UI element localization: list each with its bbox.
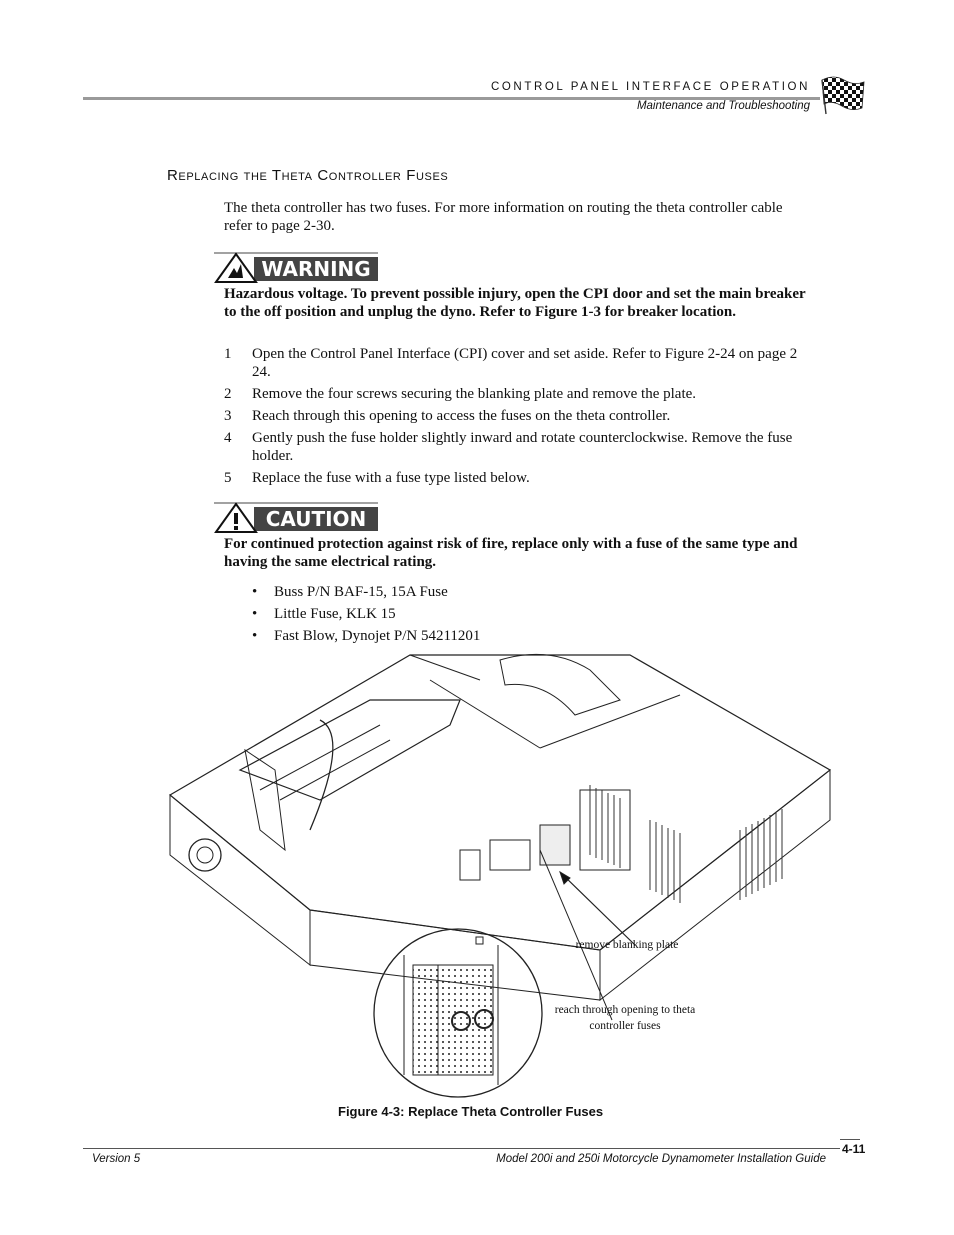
- list-item: 1 Open the Control Panel Interface (CPI) cover and set aside. Refer to Figure 2-24 on page 2 24.: [224, 346, 798, 380]
- intro-paragraph: The theta controller has two fuses. For more information on routing the theta controller cable refer to page 2-30.: [224, 200, 783, 234]
- page-number: 4-11: [842, 1142, 866, 1156]
- list-item: 5 Replace the fuse with a fuse type listed below.: [224, 470, 530, 486]
- callout-reach-through-opening: reach through opening to theta controller fuses: [554, 1004, 696, 1032]
- list-item: 4 Gently push the fuse holder slightly inward and rotate counterclockwise. Remove the fuse holder.: [224, 430, 793, 464]
- caution-text: For continued protection against risk of fire, replace only with a fuse of the same type and having the same electrical rating.: [224, 536, 798, 570]
- running-header-subtitle: Maintenance and Troubleshooting: [636, 100, 810, 112]
- figure-caption: Figure 4-3: Replace Theta Controller Fuses: [338, 1104, 604, 1119]
- callout-remove-blanking-plate: remove blanking plate: [575, 939, 679, 951]
- list-item: 2 Remove the four screws securing the blanking plate and remove the plate.: [224, 386, 697, 402]
- section-title: Replacing the Theta Controller Fuses: [167, 167, 449, 184]
- svg-text:WARNING: WARNING: [261, 257, 371, 281]
- warning-text: Hazardous voltage. To prevent possible injury, open the CPI door and set the main breaker to the off position and unplug the dyno. Refer to Figure 1-3 for breaker location.: [224, 286, 806, 320]
- footer-rule: [83, 1148, 840, 1149]
- footer-version: Version 5: [92, 1153, 141, 1165]
- list-item: 3 Reach through this opening to access the fuses on the theta controller.: [224, 408, 671, 424]
- magnified-detail: [368, 925, 548, 1105]
- warning-badge: [214, 252, 380, 284]
- running-header-title: CONTROL PANEL INTERFACE OPERATION: [490, 81, 810, 93]
- checkered-flag-icon: [820, 74, 866, 116]
- exclamation-icon: [234, 513, 238, 524]
- svg-text:CAUTION: CAUTION: [265, 507, 367, 531]
- footer-guide-title: Model 200i and 250i Motorcycle Dynamometer Installation Guide: [496, 1153, 826, 1165]
- footer-tick: [840, 1139, 860, 1140]
- caution-badge: [214, 502, 380, 534]
